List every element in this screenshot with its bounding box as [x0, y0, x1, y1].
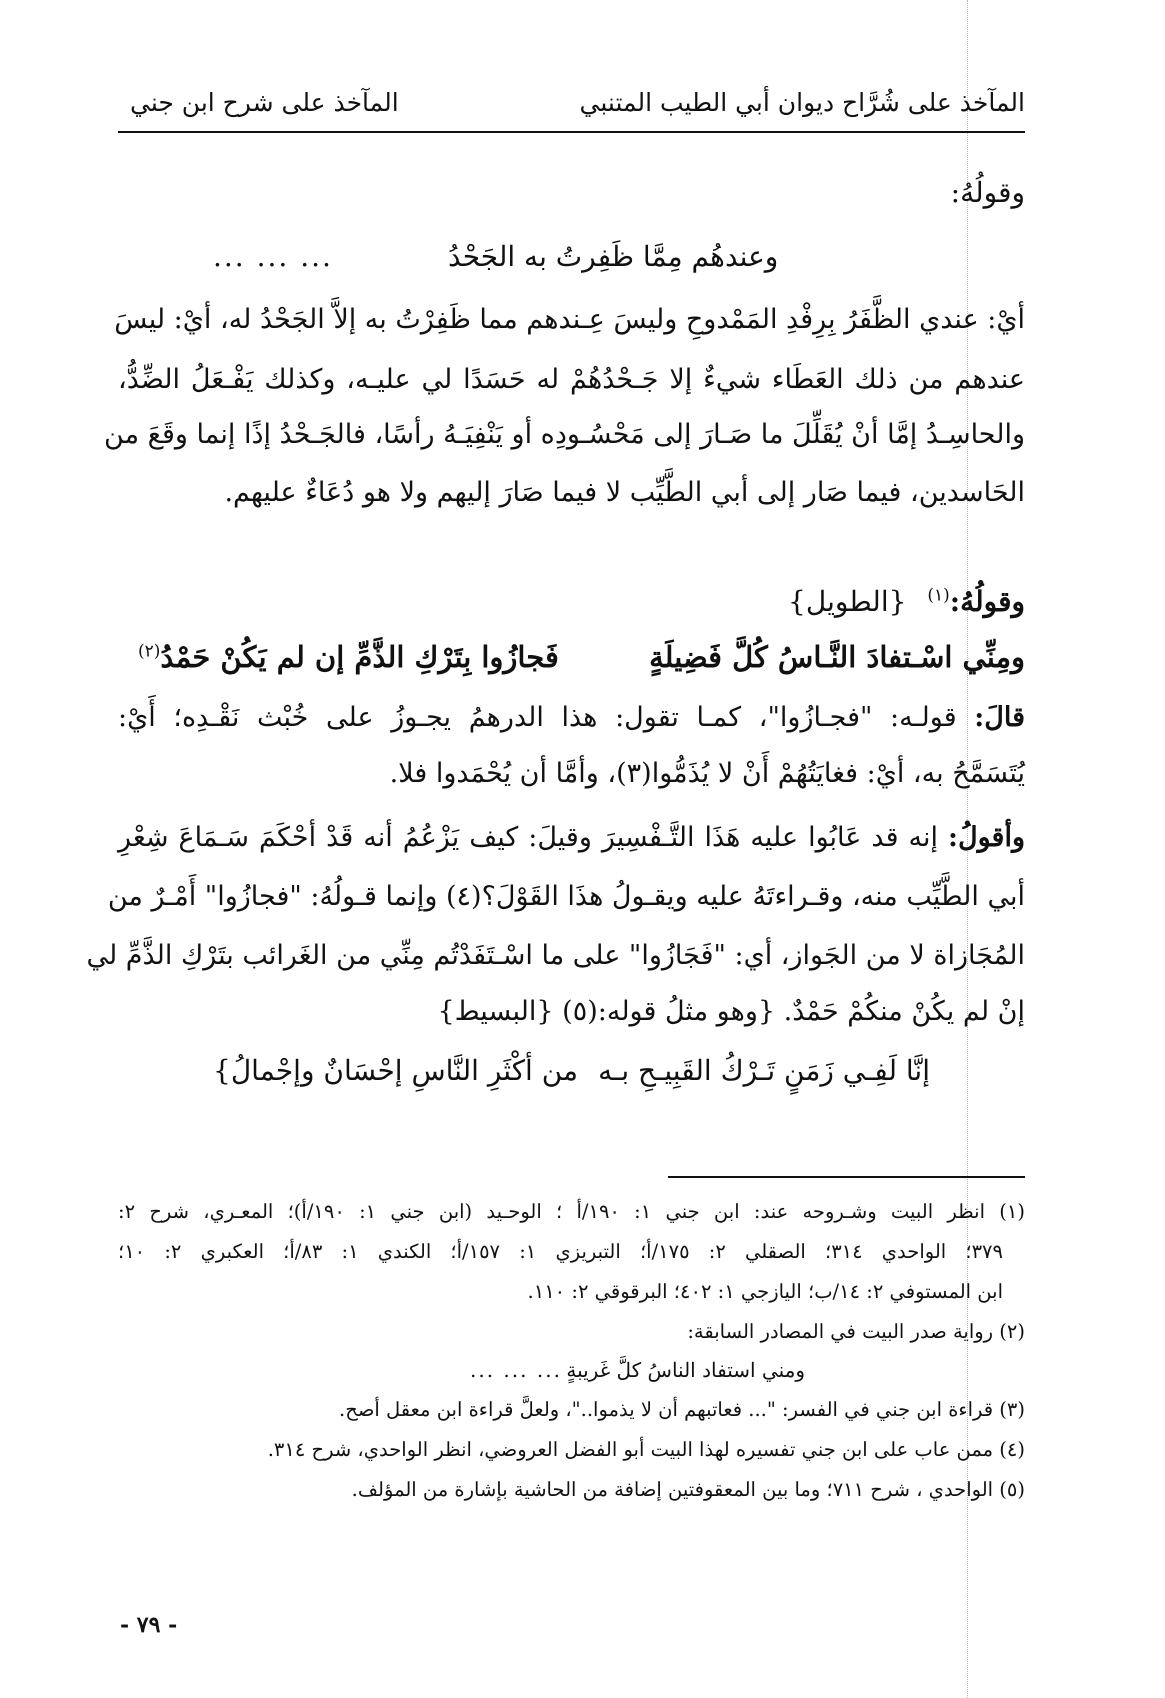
section1-verse-left-hemistich: ... ... ... — [213, 240, 333, 273]
section2-verse — [118, 640, 1025, 684]
footnote-5: (٥) الواحدي ، شرح ٧١١؛ وما بين المعقوفتين إضافة من الحاشية بإشارة من المؤلف. — [351, 1478, 1025, 1501]
aqul-label: وأقولُ: — [948, 822, 1025, 853]
section2-quoted-verse — [118, 1054, 1025, 1096]
quoted-verse-left-hemistich: من أكْثَرِ النَّاسِ إحْسَانٌ وإجْمالُ} — [213, 1054, 579, 1087]
section1-intro: وقولُهُ: — [950, 176, 1025, 209]
header-section-title: المآخذ على شرح ابن جني — [130, 88, 399, 117]
footnote-1-line-2: ٣٧٩؛ الواحدي ٣١٤؛ الصقلي ٢: ١٧٥/أ؛ التبريزي ١: ١٥٧/أ؛ الكندي ١: ٨٣/أ؛ العكبري ٢: ١٠؛ — [118, 1240, 1003, 1263]
section2-verse-right-hemistich: ومِنِّي اسْـتفادَ النَّـاسُ كُلَّ فَضِيلَةٍ — [649, 640, 1025, 674]
section2-intro-footnote-ref: (١) — [927, 585, 950, 606]
qal-line-1 — [118, 702, 1025, 733]
section2-intro: وقولُهُ: — [949, 585, 1025, 618]
section2-intro-line — [788, 585, 1025, 618]
section2-verse-footnote-ref: (٢) — [138, 641, 161, 662]
section1-line-3: والحاسِـدُ إمَّا أنْ يُقَلِّلَ ما صَـارَ إلى مَحْسُـودِه أو يَنْفِيَـهُ رأسًا، فالجَـحْدُ إذًا إنما وقَعَ من — [104, 419, 1025, 450]
footnote-2: (٢) رواية صدر البيت في المصادر السابقة: — [687, 1320, 1025, 1343]
section1-line-2: عندهم من ذلك العَطَاء شيءٌ إلا جَـحْدُهُمْ له حَسَدًا لي عليـه، وكذلك يَفْـعَلُ الضِّدُّ، — [118, 364, 1025, 395]
page-number: - ٧٩ - — [120, 1612, 178, 1638]
footnote-1-line-3: ابن المستوفي ٢: ١٤/ب؛ اليازجي ١: ٤٠٢؛ البرقوقي ٢: ١١٠. — [527, 1280, 1003, 1303]
footnote-1-line-1: (١) انظر البيت وشـروحه عند: ابن جني ١: ١٩٠/أ ؛ الوحـيد (ابن جني ١: ١٩٠/أ)؛ المعـري، شرح ٢: — [118, 1200, 1025, 1223]
aqul-line-1 — [118, 822, 1025, 853]
qal-text-1: قولـه: "فجـازُوا"، كمـا تقول: هذا الدرهمُ يجـوزُ على خُبْث نَقْـدِه؛ أَيْ: — [118, 702, 957, 733]
section2-meter: {الطويل} — [788, 585, 907, 618]
section1-verse-right-hemistich: وعندهُم مِمَّا ظَفِرتُ به الجَحْدُ — [448, 240, 779, 273]
header-book-title: المآخذ على شُرَّاح ديوان أبي الطيب المتنبي — [579, 88, 1025, 117]
footnote-3: (٣) قراءة ابن جني في الفسر: "... فعاتبهم أن لا يذموا.."، ولعلَّ قراءة ابن معقل أصح. — [339, 1398, 1025, 1421]
aqul-text-1: إنه قد عَابُوا عليه هَذَا التَّـفْسِيرَ وقيلَ: كيف يَزْعُمُ أنه قَدْ أحْكَمَ سَـمَاعَ شِعْرِ — [118, 822, 938, 853]
section2-verse-left-hemistich: فَجازُوا بِتَرْكِ الذَّمِّ إن لم يَكُنْ حَمْدُ — [160, 640, 559, 674]
aqul-line-4: إنْ لم يكُنْ منكُمْ حَمْدٌ. {وهو مثلُ قوله:(٥) {البسيط} — [437, 996, 1025, 1027]
aqul-line-3: المُجَازاة لا من الجَواز، أي: "فَجَازُوا" على ما اسْـتَفَدْتُم مِنِّي من الغَرائب بتَرْكِ الذَّمِّ لي — [86, 940, 1025, 971]
quoted-verse-right-hemistich: إنَّا لَفِـي زَمَنٍ تَـرْكُ القَبِيـحِ بـه — [598, 1054, 930, 1087]
footnote-separator — [668, 1176, 1025, 1178]
qal-label: قالَ: — [974, 702, 1025, 733]
footnote-4: (٤) ممن عاب على ابن جني تفسيره لهذا البيت أبو الفضل العروضي، انظر الواحدي، شرح ٣١٤. — [267, 1438, 1025, 1461]
header-rule — [118, 131, 1025, 133]
footnote-2-verse-left: ... ... ... — [470, 1358, 562, 1382]
section1-line-1: أيْ: عندي الظَّفَرُ بِرِفْدِ المَمْدوحِ وليسَ عِـندهم مما ظَفِرْتُ به إلاَّ الجَحْدُ له، أيْ: ليسَ — [114, 304, 1025, 335]
section2-verse-left-hemistich-wrap — [138, 640, 559, 674]
section1-line-4: الحَاسدين، فيما صَار إلى أبي الطَّيِّب لا فيما صَارَ إليهم ولا هو دُعَاءٌ عليهم. — [224, 477, 1025, 508]
section1-verse — [118, 240, 1025, 280]
aqul-line-2: أبي الطَّيِّب منه، وقـراءتَهُ عليه ويقـولُ هذَا القَوْلَ؟(٤) وإنما قـولُهُ: "فجازُوا" أَمْـرٌ من — [107, 881, 1025, 912]
footnote-2-verse-right: ومني استفاد الناسُ كلَّ غَريبةٍ — [566, 1358, 805, 1382]
running-header — [130, 88, 1025, 130]
qal-line-2: يُتَسَمَّحُ به، أيْ: فغايَتُهُمْ أَنْ لا يُذَمُّوا(٣)، وأمَّا أن يُحْمَدوا فلا. — [389, 758, 1025, 789]
